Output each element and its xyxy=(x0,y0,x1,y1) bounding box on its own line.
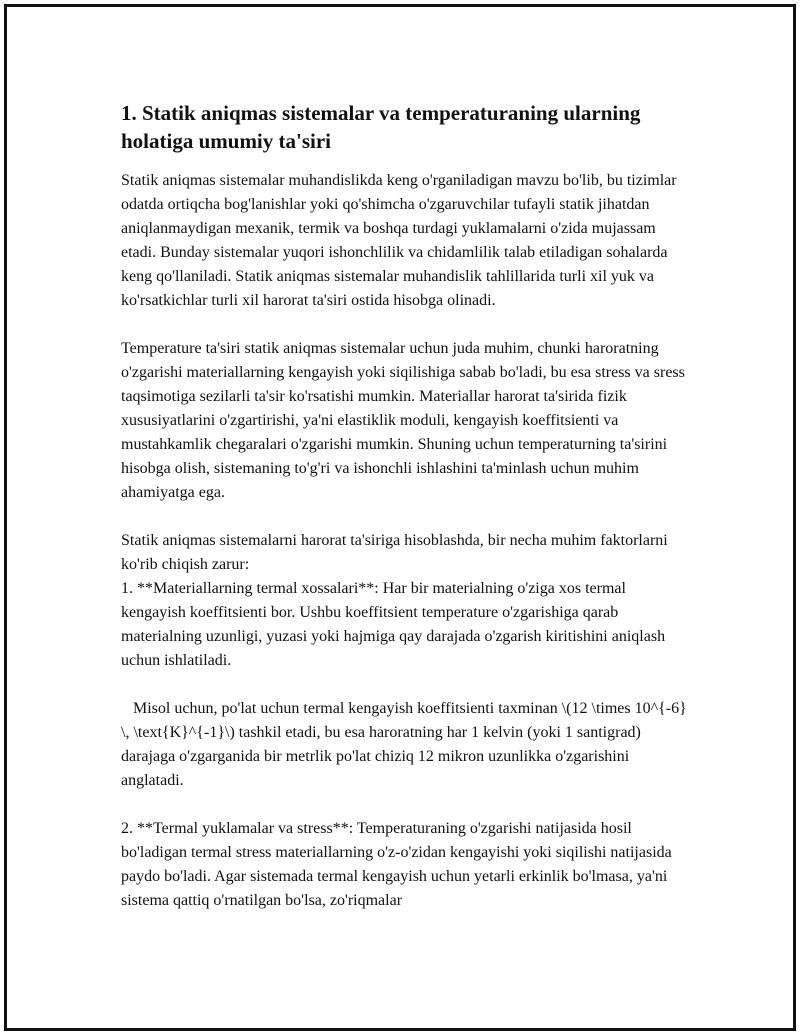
paragraph-temperature: Temperature ta'siri statik aniqmas sistemalar uchun juda muhim, chunki haroratning o'zgarishi materiallarning kengayish yoki siqilishiga sabab bo'ladi, bu esa stress va sress taqsimotiga sezilarli ta'sir ko'rsatishi mumkin. Materiallar harorat ta'sirida fizik xususiyatlarini o'zgartirishi, ya'ni elastiklik moduli, kengayish koeffitsienti va mustahkamlik chegaralari o'zgarishi mumkin. Shuning uchun temperaturning ta'sirini hisobga olish, sistemaning to'g'ri va ishonchli ishlashini ta'minlash uchun muhim ahamiyatga ega. xyxy=(121,340,689,501)
paragraph-gap xyxy=(121,793,689,817)
paragraph-gap xyxy=(121,505,689,529)
paragraph-factors: Statik aniqmas sistemalarni harorat ta'siriga hisoblashda, bir necha muhim faktorlarni ko'rib chiqish zarur: 1. **Materiallarning termal xossalari**: Har bir materialning o'ziga xos termal kengayish koeffitsienti bor. Ushbu koeffitsient temperature o'zgarishiga qarab materialning uzunligi, yuzasi yoki hajmiga qay darajada o'zgarish kiritishini aniqlash uchun ishlatiladi. xyxy=(121,532,668,669)
paragraph-intro: Statik aniqmas sistemalar muhandislikda keng o'rganiladigan mavzu bo'lib, bu tizimlar odatda ortiqcha bog'lanishlar yoki qo'shimcha o'zgaruvchilar tufayli statik jihatdan aniqlanmaydigan mexanik, termik va boshqa turdagi yuklamalarni o'zida mujassam etadi. Bunday sistemalar yuqori ishonchlilik va chidamlilik talab etiladigan sohalarda keng qo'llaniladi. Statik aniqmas sistemalar muhandislik tahlillarida turli xil yuk va ko'rsatkichlar turli xil harorat ta'siri ostida hisobga olinadi. xyxy=(121,172,681,309)
section-heading: 1. Statik aniqmas sistemalar va temperaturaning ularning holatiga umumiy ta'siri xyxy=(121,101,641,153)
paragraph-example: Misol uchun, po'lat uchun termal kengayish koeffitsienti taxminan \(12 \times 10^{-6} \, \text{K}^{-1}\) tashkil etadi, bu esa haroratning har 1 kelvin (yoki 1 santigrad) darajaga o'zgarganida bir metrlik po'lat chiziq 12 mikron uzunlikka o'zgarishini anglatadi. xyxy=(121,700,691,789)
paragraph-gap xyxy=(121,673,689,697)
paragraph-thermal-stress: 2. **Termal yuklamalar va stress**: Temperaturaning o'zgarishi natijasida hosil bo'ladigan termal stress materiallarning o'z-o'zidan kengayishi yoki siqilishi natijasida paydo bo'ladi. Agar sistemada termal kengayish uchun yetarli erkinlik bo'lmasa, ya'ni sistema qattiq o'rnatilgan bo'lsa, zo'riqmalar xyxy=(121,820,676,909)
document-body xyxy=(121,99,689,913)
page-frame xyxy=(4,4,796,1031)
paragraph-gap xyxy=(121,313,689,337)
